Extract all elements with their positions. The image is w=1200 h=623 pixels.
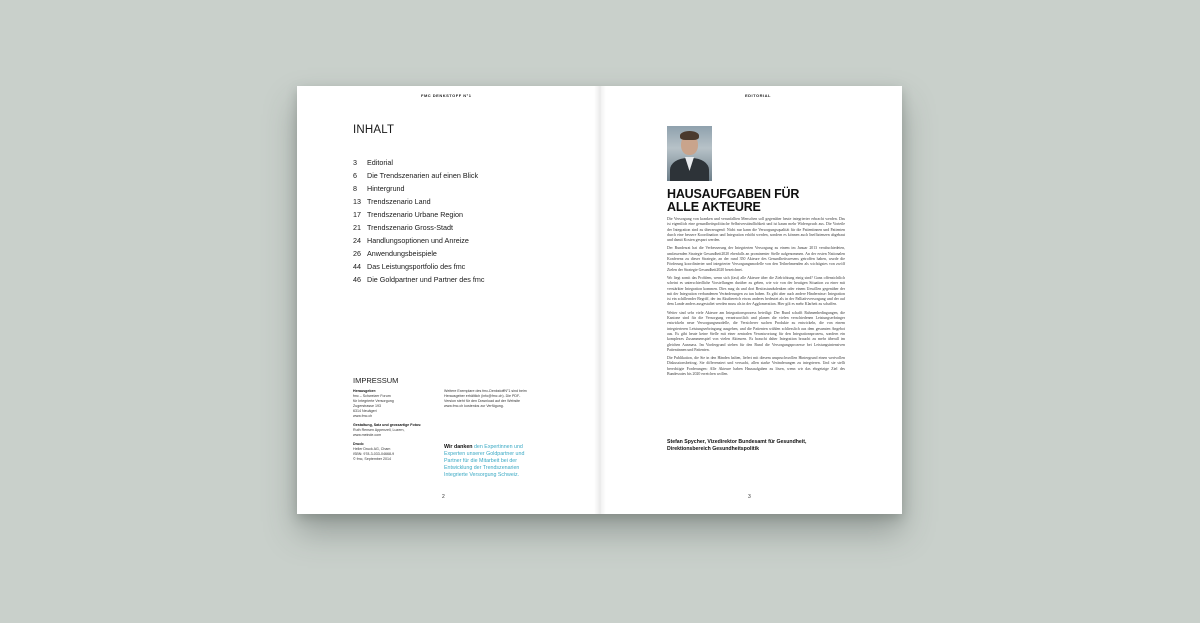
publisher-label: Herausgeber: xyxy=(353,389,377,393)
toc-page-number: 24 xyxy=(353,236,361,245)
headline-line: HAUSAUFGABEN FÜR xyxy=(667,187,800,201)
magazine-spread xyxy=(297,86,902,514)
toc-label: Trendszenario Gross-Stadt xyxy=(367,223,454,232)
running-head: FMC DENKSTOFF N°1 xyxy=(421,93,472,98)
paragraph: Wo liegt somit das Problem, wenn sich (fast) alle Akteure über die Zielrichtung einig sind? Ganz offensichtlich scheint es unterschiedliche Vorstellungen darüber zu geben, wie wir von der heutigen Situation zu einer mit verstärkter Integration kommen. Dies mag da und dort Besitzstandsdenken oder einem Unwillen gegenüber der mit der Integration verbundenen Veränderungen zu tun haben. Es gibt aber auch andere Hindernisse: Integration ist ein schillernder Begriff, der im Akutbereich etwas anderes bedeutet als in der Palliativversorgung und der auf dem Lande anders ausgestaltet werden muss als in der Agglomeration. Hier gilt es mehr Klarheit zu schaffen. xyxy=(667,275,845,307)
toc-page-number: 8 xyxy=(353,184,357,193)
toc-label: Die Trendszenarien auf einen Blick xyxy=(367,171,479,180)
toc-item xyxy=(353,273,484,286)
toc-label: Das Leistungsportfolio des fmc xyxy=(367,262,466,271)
toc-label: Hintergrund xyxy=(367,184,405,193)
toc-item xyxy=(353,182,484,195)
toc-page-number: 6 xyxy=(353,171,357,180)
toc-item xyxy=(353,169,484,182)
toc-page-number: 21 xyxy=(353,223,361,232)
publisher-line: Zugerstrasse 193 xyxy=(353,404,381,408)
toc-label: Die Goldpartner und Partner des fmc xyxy=(367,275,485,284)
toc-label: Trendszenario Land xyxy=(367,197,431,206)
paragraph: Weiter sind sehr viele Akteure am Integrationsprozess beteiligt: Der Bund schafft Rahmenbedingungen, die Kantone sind für die Versorgung verantwortlich und planen die vielen verschiedenen Leistungserbringer entwickeln neue Versorgungsmodelle, die Versicherer suchen Produkte zu entwickeln, die von einem integrierteren Leistungserbringung ausgehen, und die Patienten wählen schliesslich aus dem gesamten Angebot aus. Es gibt heute keine Stelle mit einer zentralen Verantwortung für den Integrationsprozess, sondern ein komplexes Zusammenspiel von vielen Akteuren. Es braucht daher Integration braucht zu mehr überall im gleichen Ausmass. Im Vordergrund stehen für den Bund die Versorgungsprozesse bei Leistungsintensiven Patientinnen und Patienten. xyxy=(667,310,845,352)
page-number: 3 xyxy=(748,494,751,500)
toc-item xyxy=(353,156,484,169)
publisher-line: 6314 Neuägeri xyxy=(353,409,377,413)
toc-item xyxy=(353,260,484,273)
page-number: 2 xyxy=(442,494,445,500)
impressum-title: IMPRESSUM xyxy=(353,376,399,385)
print-label: Druck: xyxy=(353,442,365,446)
impressum-note: Weitere Exemplare des fmc-DenkstoffN°1 sind beim Herausgeber erhältlich (info@fmc.ch). Die PDF-Version steht für den Download auf der Website www.fmc.ch kostenlos zur Verfügung. xyxy=(444,389,527,408)
toc-page-number: 3 xyxy=(353,158,357,167)
toc-label: Trendszenario Urbane Region xyxy=(367,210,464,219)
table-of-contents xyxy=(353,156,484,286)
thanks-text: den Expertinnen und Experten unserer Goldpartner und Partner für die Mitarbeit bei der Entwicklung der Trendszenarien Integrierte Versorgung Schweiz. xyxy=(444,444,525,478)
toc-item xyxy=(353,195,484,208)
author-portrait xyxy=(667,126,712,181)
toc-page-number: 46 xyxy=(353,275,361,284)
impressum-details xyxy=(353,389,433,462)
toc-page-number: 26 xyxy=(353,249,361,258)
toc-page-number: 13 xyxy=(353,197,361,206)
publisher-line: www.fmc.ch xyxy=(353,414,373,418)
toc-label: Handlungsoptionen und Anreize xyxy=(367,236,469,245)
editorial-headline xyxy=(667,188,799,214)
print-line: Heller Druck AG, Cham xyxy=(353,447,391,451)
right-page xyxy=(600,86,902,514)
design-label: Gestaltung, Satz und grossartige Fotos: xyxy=(353,423,422,427)
author-signature xyxy=(667,439,845,453)
paragraph: Der Bundesrat hat die Verbesserung der Integrierten Versorgung zu einem im Januar 2013 verabschiedeten, umfassenden Strategie Gesundheit2020 ebenfalls an prominenter Stelle aufgenommen. An der ersten Nationalen Konferenz zu dieser Strategie, an der rund 350 Akteure des Gesundheitswesens getroffen haben, wurde die Förderung koordinierter und integrierter Versorgungsmodelle von den Teilnehmenden als wichtigstes von zwölf Zielen der Strategie Gesundheit2020 bezeichnet. xyxy=(667,246,845,272)
toc-item xyxy=(353,221,484,234)
running-head: EDITORIAL xyxy=(745,93,771,98)
toc-item xyxy=(353,208,484,221)
toc-item xyxy=(353,234,484,247)
left-page xyxy=(297,86,599,514)
print-line: ISBN: 978-3-033-04668-9 xyxy=(353,452,395,456)
toc-page-number: 17 xyxy=(353,210,361,219)
print-line: © fmc, September 2014 xyxy=(353,457,392,461)
design-line: www.meinde.com xyxy=(353,433,382,437)
toc-item xyxy=(353,247,484,260)
headline-line: ALLE AKTEURE xyxy=(667,200,761,214)
thanks-bold: Wir danken xyxy=(444,444,473,450)
publisher-line: für Integrierte Versorgung xyxy=(353,399,394,403)
paragraph: Die Versorgung von kranken und verunfallten Menschen soll gegenüber heute integrierter erbracht werden. Das ist eigentlich eine gesundheitspolitische Selbstverständlichkeit und ist kaum mehr Widerspruch aus. Die Vorteile der Integration sind zu überzeugend: Nicht nur kann die Versorgungsqualität für die Patientinnen und Patienten durch eine bessere Koordination und Integration erhöht werden, sondern es können auch Ineffizienzen abgebaut und damit Kosten gespart werden. xyxy=(667,217,845,243)
signature-line: Direktionsbereich Gesundheitspolitik xyxy=(667,446,759,452)
paragraph: Die Publikation, die Sie in den Händen halten, liefert mit diesem anspruchsvollen Hintergrund einen wertvollen Diskussionsbeitrag. Sie differenziert und versucht, allen starke Veränderungen zu integrieren. Und sie stellt berechtigte Forderungen: Alle Akteure haben Hausaufgaben zu lösen, wenn wir das ehrgeizige Ziel des Bundesrates bis 2020 erreichen wollen. xyxy=(667,356,845,377)
toc-label: Anwendungsbeispiele xyxy=(367,249,437,258)
design-line: Ruth Rensen Appenzell, Luzern, xyxy=(353,428,405,432)
toc-title: INHALT xyxy=(353,124,395,136)
publisher-line: fmc – Schweizer Forum xyxy=(353,394,391,398)
thanks-note xyxy=(444,444,532,479)
toc-page-number: 44 xyxy=(353,262,361,271)
toc-label: Editorial xyxy=(367,158,393,167)
signature-line: Stefan Spycher, Vizedirektor Bundesamt für Gesundheit, xyxy=(667,439,807,445)
editorial-body xyxy=(667,217,845,380)
